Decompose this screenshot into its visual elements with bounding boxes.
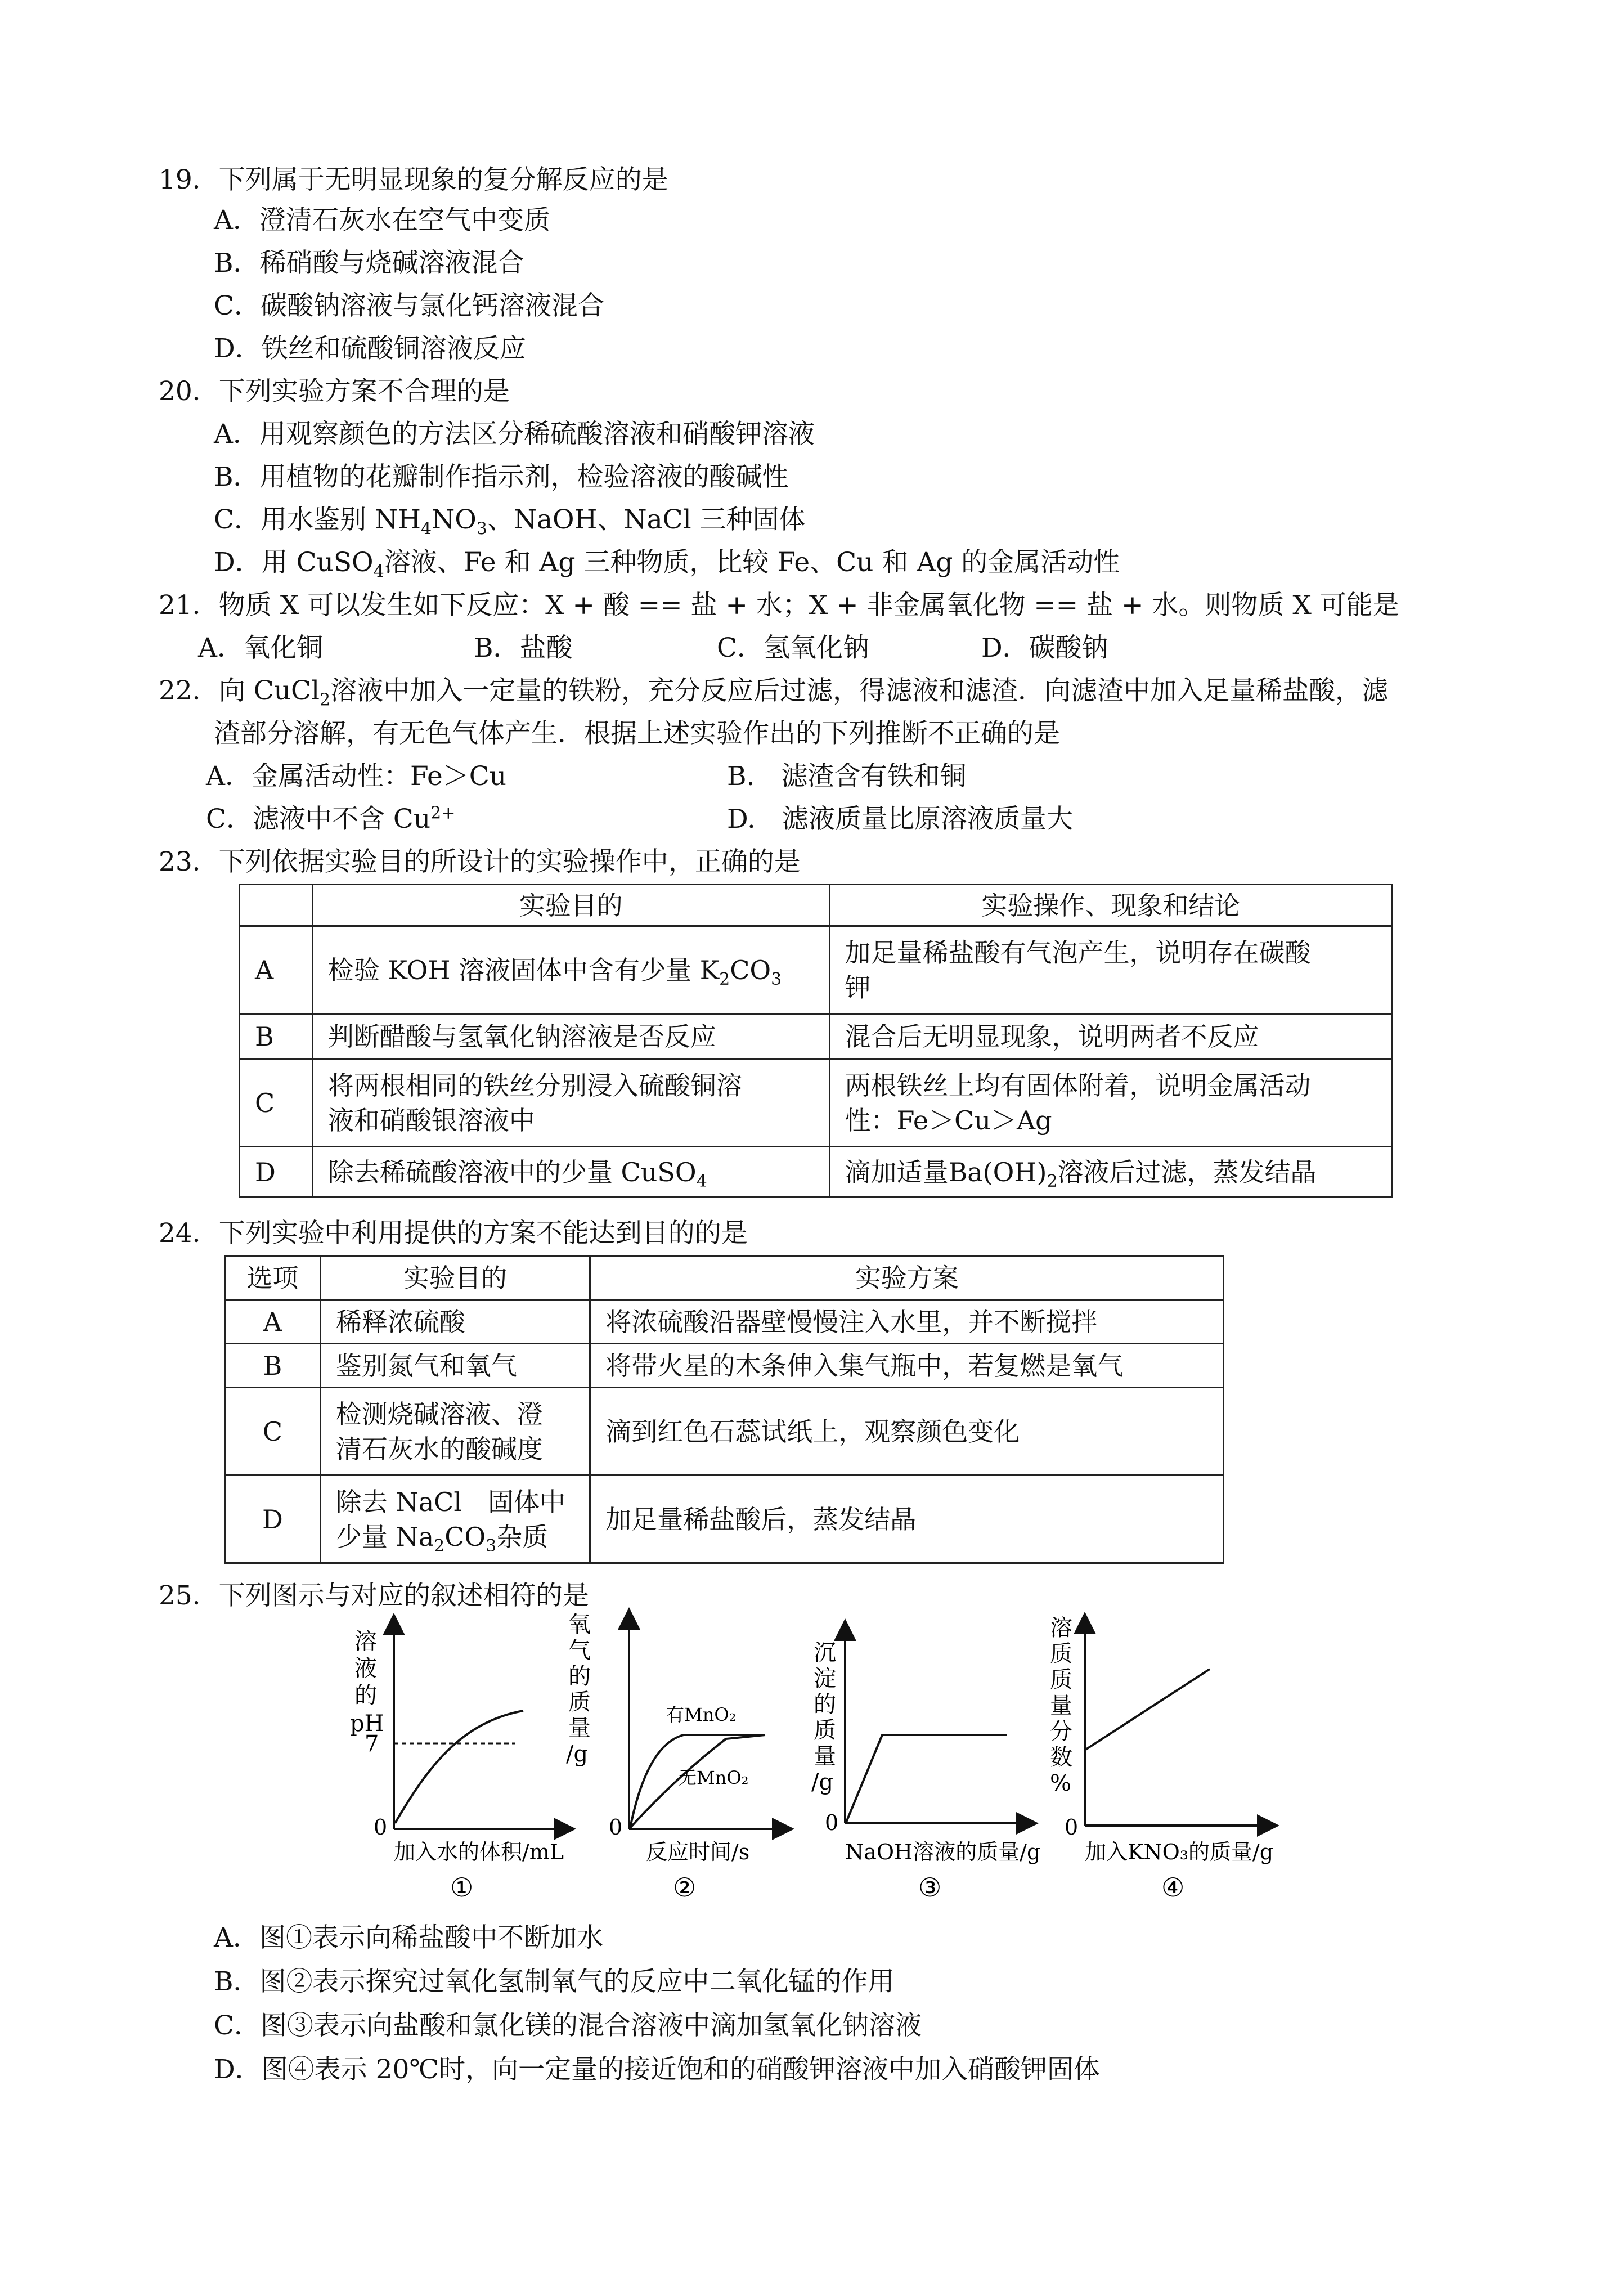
- q24-stem: 24．下列实验中利用提供的方案不能达到目的的是: [159, 1218, 748, 1249]
- q23-header-purpose: 实验目的: [312, 885, 829, 926]
- graph-3-ylabel-2: 淀: [814, 1666, 836, 1692]
- graph-2-ylabel-4: 质: [568, 1689, 591, 1715]
- q23-row-b-purpose: 判断醋酸与氢氧化钠溶液是否反应: [312, 1014, 829, 1059]
- q23-row-b-operation: 混合后无明显现象，说明两者不反应: [829, 1014, 1393, 1059]
- q20-stem: 20．下列实验方案不合理的是: [159, 376, 510, 407]
- graph-3-xlabel: NaOH溶液的质量/g: [845, 1840, 1041, 1864]
- q25-option-c: C．图③表示向盐酸和氯化镁的混合溶液中滴加氢氧化钠溶液: [214, 2010, 922, 2041]
- q22-option-d: D. 滤液质量比原溶液质量大: [727, 804, 1073, 835]
- q23-row-d-key: D: [240, 1147, 313, 1198]
- q23-row-d-purpose: 除去稀硫酸溶液中的少量 CuSO$_4$: [312, 1147, 829, 1198]
- q23-row-c-purpose: 将两根相同的铁丝分别浸入硫酸铜溶 液和硝酸银溶液中: [312, 1059, 829, 1147]
- q25-option-a: A．图①表示向稀盐酸中不断加水: [214, 1922, 603, 1953]
- graph-4-number: ④: [1161, 1872, 1185, 1903]
- q24-row-b-plan: 将带火星的木条伸入集气瓶中，若复燃是氧气: [590, 1344, 1224, 1388]
- q23-row-a-key: A: [240, 926, 313, 1014]
- q20-option-a: A．用观察颜色的方法区分稀硫酸溶液和硝酸钾溶液: [214, 419, 815, 450]
- graph-3-ylabel-4: 质: [814, 1717, 836, 1743]
- graph-3-ylabel-6: /g: [811, 1769, 834, 1795]
- graph-1-number: ①: [450, 1872, 474, 1903]
- graph-2-ylabel-5: 量: [568, 1715, 591, 1741]
- q25-option-b: B．图②表示探究过氧化氢制氧气的反应中二氧化锰的作用: [214, 1966, 895, 1997]
- q21-stem: 21．物质 X 可以发生如下反应：X + 酸 == 盐 + 水；X + 非金属氧化物 == 盐 + 水。则物质 X 可能是: [159, 590, 1399, 621]
- graph-4-ylabel-7: %: [1050, 1770, 1072, 1796]
- q24-row-a-plan: 将浓硫酸沿器壁慢慢注入水里，并不断搅拌: [590, 1300, 1224, 1344]
- graph-1-origin: 0: [374, 1815, 388, 1840]
- graph-2-xlabel: 反应时间/s: [646, 1840, 750, 1864]
- q19-option-b: B．稀硝酸与烧碱溶液混合: [214, 248, 524, 279]
- q20-option-c: C．用水鉴别 $NH_4NO_3$、NaOH、NaCl 三种固体: [214, 504, 806, 539]
- graph-4-xlabel: 加入KNO₃的质量/g: [1085, 1840, 1274, 1864]
- q24-row-a-key: A: [225, 1300, 321, 1344]
- graph-4-ylabel-1: 溶: [1050, 1615, 1072, 1641]
- graph-4-ylabel-5: 分: [1050, 1719, 1072, 1745]
- q22-stem-line2: 渣部分溶解，有无色气体产生．根据上述实验作出的下列推断不正确的是: [214, 718, 1060, 749]
- q24-row-b-purpose: 鉴别氮气和氧气: [320, 1344, 590, 1388]
- graph-1-ylabel-4: pH: [350, 1711, 384, 1737]
- graph-3-origin: 0: [825, 1810, 839, 1835]
- graph-3-ylabel-3: 的: [814, 1692, 836, 1717]
- q24-row-c-plan: 滴到红色石蕊试纸上，观察颜色变化: [590, 1388, 1224, 1476]
- q24-row-a-purpose: 稀释浓硫酸: [320, 1300, 590, 1344]
- q19-stem: 19．下列属于无明显现象的复分解反应的是: [159, 164, 668, 195]
- graph-2-ylabel-1: 氧: [568, 1612, 591, 1638]
- graph-2-number: ②: [673, 1872, 697, 1903]
- graph-1-tick-7: 7: [365, 1731, 379, 1757]
- graph-4-ylabel-3: 质: [1050, 1667, 1072, 1693]
- q24-header-purpose: 实验目的: [320, 1256, 590, 1300]
- q19-option-c: C．碳酸钠溶液与氯化钙溶液混合: [214, 290, 604, 321]
- q24-header-option: 选项: [225, 1256, 321, 1300]
- q24-row-d-key: D: [225, 1476, 321, 1563]
- graph-1-ylabel-1: 溶: [354, 1629, 377, 1654]
- q22-option-a: A．金属活动性：Fe＞Cu: [206, 761, 507, 792]
- graph-2-origin: 0: [609, 1815, 623, 1840]
- graph-3-ylabel-1: 沉: [814, 1640, 836, 1666]
- q23-row-c-operation: 两根铁丝上均有固体附着，说明金属活动 性：Fe＞Cu＞Ag: [829, 1059, 1393, 1147]
- q20-option-b: B．用植物的花瓣制作指示剂，检验溶液的酸碱性: [214, 461, 789, 492]
- q24-row-b-key: B: [225, 1344, 321, 1388]
- q23-header-operation: 实验操作、现象和结论: [829, 885, 1393, 926]
- graph-2-label-with-mno2: 有MnO₂: [666, 1704, 737, 1725]
- q25-stem: 25．下列图示与对应的叙述相符的是: [159, 1580, 589, 1611]
- q19-option-a: A．澄清石灰水在空气中变质: [214, 205, 550, 236]
- q22-option-b: B. 滤渣含有铁和铜: [727, 761, 967, 792]
- q21-option-d: D．碳酸钠: [981, 633, 1108, 663]
- graph-1-xlabel: 加入水的体积/mL: [394, 1840, 564, 1864]
- graph-2: [566, 1609, 792, 1903]
- q24-row-d-plan: 加足量稀盐酸后，蒸发结晶: [590, 1476, 1224, 1563]
- q20-option-d: D．用 CuSO$_4$溶液、Fe 和 Ag 三种物质，比较 Fe、Cu 和 Ag 的金属活动性: [214, 547, 1120, 582]
- q24-row-d-purpose: 除去 NaCl 固体中 少量 $Na_2CO_3$杂质: [320, 1476, 590, 1563]
- q23-row-a-purpose: 检验 KOH 溶液固体中含有少量 $K_2CO_3$: [312, 926, 829, 1014]
- graph-1-ylabel-3: 的: [354, 1683, 377, 1708]
- graph-2-ylabel-2: 气: [568, 1638, 591, 1663]
- q24-header-plan: 实验方案: [590, 1256, 1224, 1300]
- q21-option-b: B．盐酸: [474, 633, 573, 663]
- q23-row-b-key: B: [240, 1014, 313, 1059]
- graph-4-ylabel-2: 质: [1050, 1641, 1072, 1667]
- graph-2-ylabel-6: /g: [566, 1741, 589, 1767]
- q24-row-c-purpose: 检测烧碱溶液、澄 清石灰水的酸碱度: [320, 1388, 590, 1476]
- graph-4-ylabel-4: 量: [1050, 1693, 1072, 1719]
- graph-2-ylabel-3: 的: [568, 1663, 591, 1689]
- graph-3-curve: [846, 1735, 1007, 1822]
- graph-2-label-without-mno2: 无MnO₂: [679, 1767, 749, 1788]
- q21-option-c: C．氢氧化钠: [717, 633, 869, 663]
- graph-4-curve: [1085, 1669, 1210, 1750]
- q23-row-a-operation: 加足量稀盐酸有气泡产生，说明存在碳酸 钾: [829, 926, 1393, 1014]
- graph-1-ylabel-2: 液: [354, 1656, 377, 1681]
- graph-3: [811, 1621, 1040, 1903]
- q23-row-c-key: C: [240, 1059, 313, 1147]
- graph-3-ylabel-5: 量: [814, 1743, 836, 1769]
- graph-3-number: ③: [918, 1872, 942, 1903]
- q19-option-d: D．铁丝和硫酸铜溶液反应: [214, 333, 526, 364]
- graph-4-ylabel-6: 数: [1050, 1745, 1072, 1770]
- graph-4: [1050, 1614, 1277, 1903]
- graph-1: [350, 1615, 574, 1903]
- graph-1-curve: [395, 1711, 523, 1823]
- q21-option-a: A．氧化铜: [198, 633, 323, 663]
- q25-option-d: D．图④表示 20℃时，向一定量的接近饱和的硝酸钾溶液中加入硝酸钾固体: [214, 2054, 1101, 2085]
- q22-stem-line1: 22．向 CuCl$_2$溶液中加入一定量的铁粉，充分反应后过滤，得滤液和滤渣．向滤渣中加入足量稀盐酸，滤: [159, 675, 1389, 710]
- graph-4-origin: 0: [1065, 1815, 1079, 1840]
- q23-stem: 23．下列依据实验目的所设计的实验操作中，正确的是: [159, 846, 801, 877]
- q22-option-c: C．滤液中不含 $Cu^{2+}$: [206, 803, 456, 835]
- q24-row-c-key: C: [225, 1388, 321, 1476]
- q23-row-d-operation: 滴加适量$Ba(OH)_2$溶液后过滤，蒸发结晶: [829, 1147, 1393, 1198]
